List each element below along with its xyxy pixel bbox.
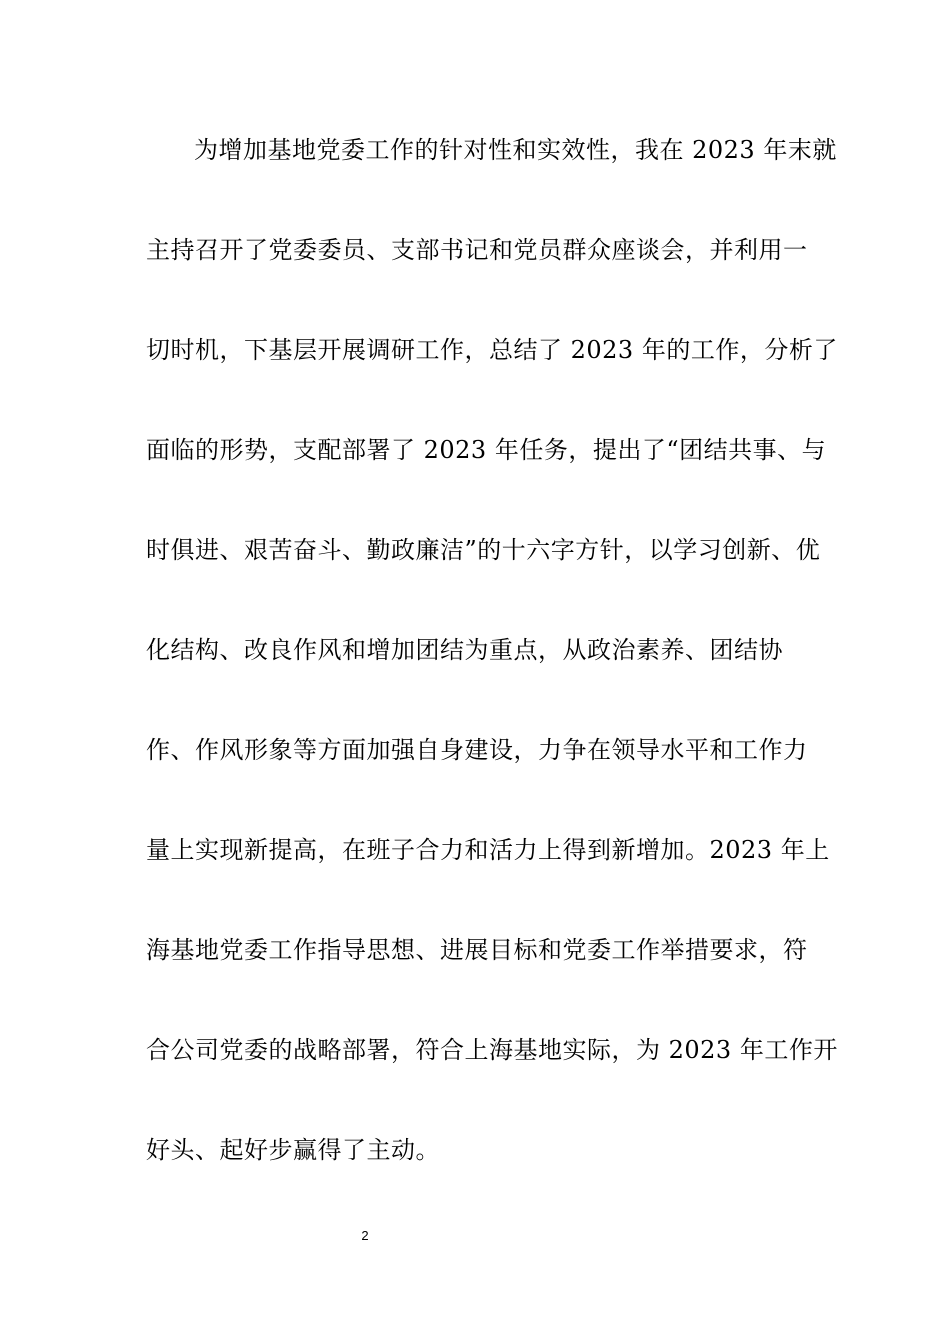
paragraph-line-2: 主持召开了党委委员、支部书记和党员群众座谈会，并利用一 — [146, 236, 808, 264]
paragraph-line-5: 时俱进、艰苦奋斗、勤政廉洁”的十六字方针，以学习创新、优 — [146, 536, 821, 564]
paragraph-line-7: 作、作风形象等方面加强自身建设，力争在领导水平和工作力 — [146, 736, 808, 764]
paragraph-line-3: 切时机，下基层开展调研工作，总结了 2023 年的工作，分析了 — [146, 336, 838, 364]
page-number: 2 — [361, 1228, 369, 1243]
paragraph-line-1: 为增加基地党委工作的针对性和实效性，我在 2023 年末就 — [194, 136, 837, 164]
paragraph-line-8: 量上实现新提高，在班子合力和活力上得到新增加。2023 年上 — [146, 836, 830, 864]
paragraph-line-6: 化结构、改良作风和增加团结为重点，从政治素养、团结协 — [146, 636, 783, 664]
paragraph-line-11: 好头、起好步赢得了主动。 — [146, 1136, 440, 1164]
paragraph-line-10: 合公司党委的战略部署，符合上海基地实际，为 2023 年工作开 — [146, 1036, 838, 1064]
paragraph-line-4: 面临的形势，支配部署了 2023 年任务，提出了“团结共事、与 — [146, 436, 827, 464]
paragraph-line-9: 海基地党委工作指导思想、进展目标和党委工作举措要求，符 — [146, 936, 808, 964]
